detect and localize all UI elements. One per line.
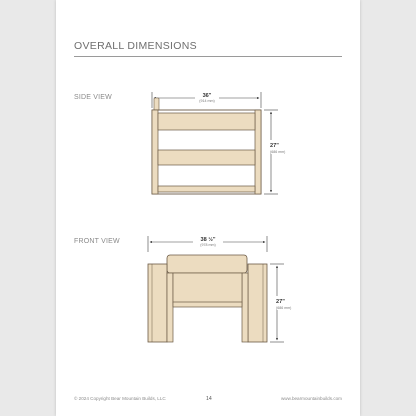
dimension-drawings: [56, 0, 360, 416]
side-bottom-rail: [158, 186, 255, 192]
side-view-label: SIDE VIEW: [74, 94, 112, 101]
document-page: [56, 0, 360, 416]
side-width-metric: (914 mm): [199, 99, 215, 103]
front-height-metric: (686 mm): [276, 306, 292, 310]
front-left-arm: [148, 264, 167, 342]
front-backrest: [167, 255, 247, 273]
front-view-label: FRONT VIEW: [74, 238, 120, 245]
front-width-metric: (978 mm): [200, 243, 216, 247]
side-middle-rail: [158, 150, 255, 165]
side-height-metric: (686 mm): [270, 150, 286, 154]
footer-page-number: 14: [206, 396, 212, 402]
front-inner-right-leg: [242, 273, 248, 342]
front-right-arm: [248, 264, 267, 342]
side-left-leg: [152, 110, 158, 194]
side-width-dimension: 36": [202, 93, 212, 99]
front-height-dimension: 27": [276, 299, 285, 305]
side-top-rail: [158, 113, 255, 130]
footer-website-link[interactable]: www.bearmountainbuilds.com: [280, 396, 342, 401]
footer-copyright: © 2024 Copyright Bear Mountain Builds, LLC: [74, 396, 166, 401]
front-width-dimension: 38 ½": [200, 237, 216, 243]
front-view-drawing: [148, 236, 300, 343]
side-view-drawing: [152, 92, 294, 195]
front-inner-left-leg: [167, 273, 173, 342]
side-height-dimension: 27": [270, 143, 279, 149]
front-seat-panel: [173, 273, 242, 303]
front-seat-rail: [173, 302, 242, 307]
side-right-leg: [255, 110, 261, 194]
page-heading: OVERALL DIMENSIONS: [74, 40, 197, 52]
